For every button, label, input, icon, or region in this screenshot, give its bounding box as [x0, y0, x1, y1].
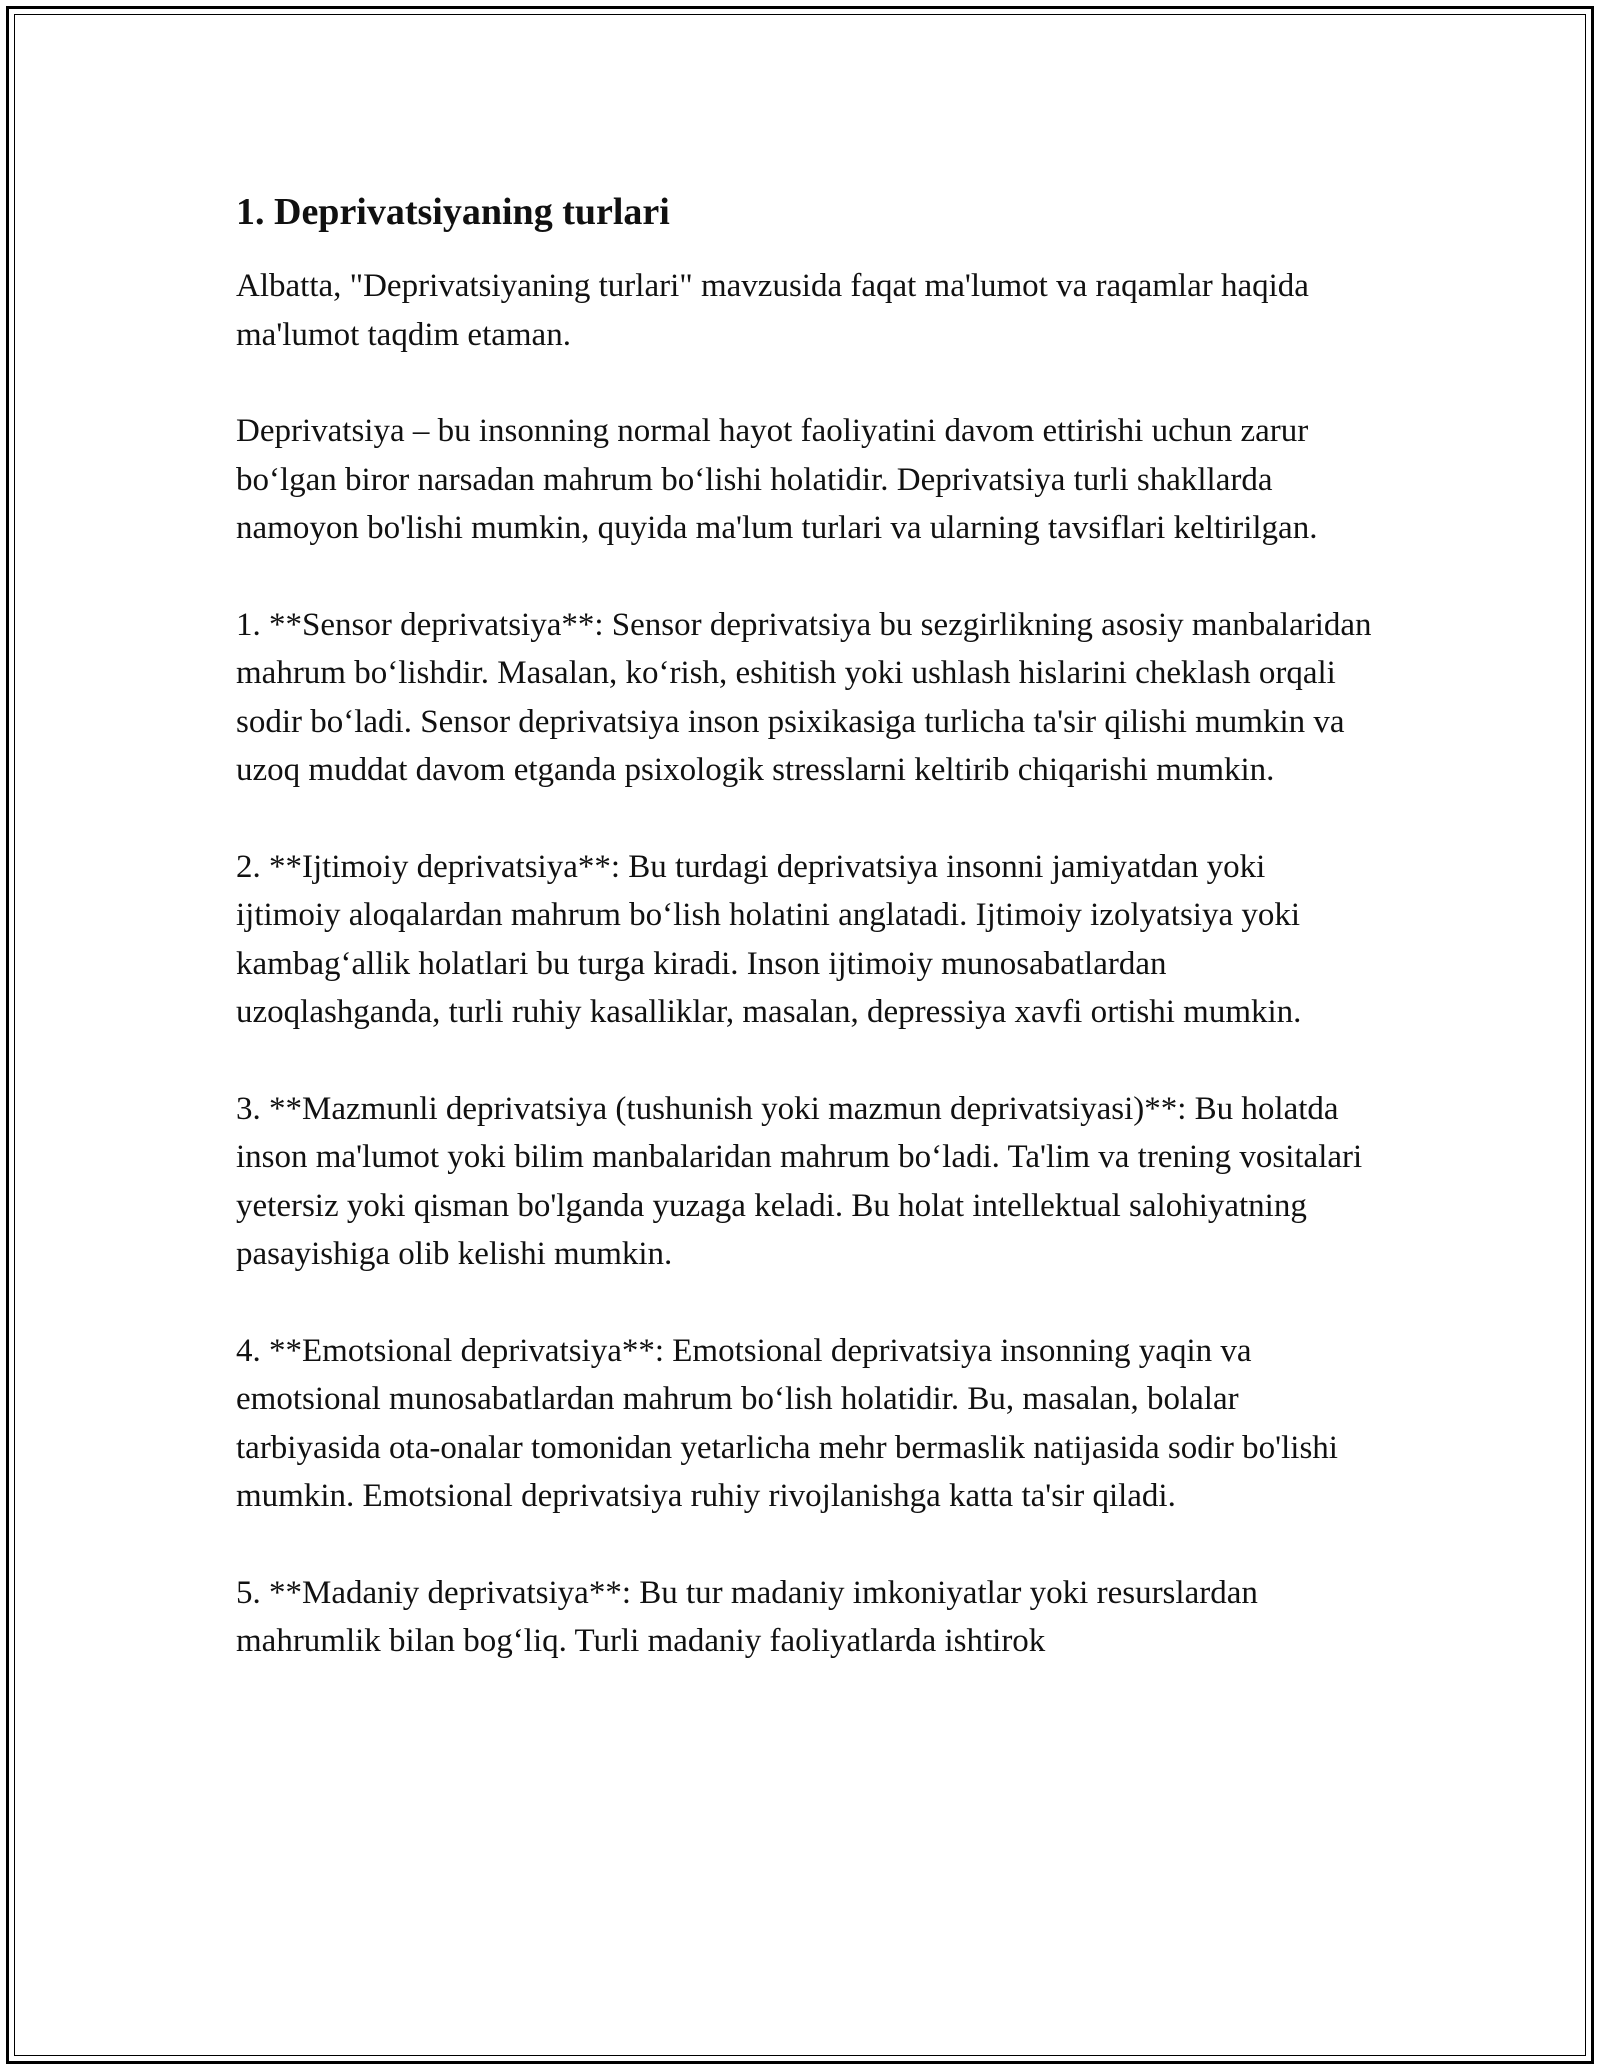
document-title: 1. Deprivatsiyaning turlari — [236, 191, 670, 233]
paragraph-emotional: 4. **Emotsional deprivatsiya**: Emotsional deprivatsiya insonning yaqin va emotsional munosabatlardan mahrum bo‘lish holatidir. Bu, masalan, bolalar tarbiyasida ota-onalar tomonidan yetarlicha mehr bermaslik natijasida sodir bo'lishi mumkin. Emotsional deprivatsiya ruhiy rivojlanishga katta ta'sir qiladi. — [236, 1332, 1338, 1514]
paragraph-social: 2. **Ijtimoiy deprivatsiya**: Bu turdagi deprivatsiya insonni jamiyatdan yoki ijtimoiy aloqalardan mahrum bo‘lish holatini anglatadi. Ijtimoiy izolyatsiya yoki kambag‘allik holatlari bu turga kiradi. Inson ijtimoiy munosabatlardan uzoqlashganda, turli ruhiy kasalliklar, masalan, depressiya xavfi ortishi mumkin. — [236, 848, 1302, 1030]
paragraph-intro: Albatta, "Deprivatsiyaning turlari" mavzusida faqat ma'lumot va raqamlar haqida ma'lumot taqdim etaman. — [236, 268, 1309, 353]
paragraph-cultural: 5. **Madaniy deprivatsiya**: Bu tur madaniy imkoniyatlar yoki resurslardan mahrumlik bilan bog‘liq. Turli madaniy faoliyatlarda ishtirok — [236, 1574, 1258, 1659]
paragraph-sensor: 1. **Sensor deprivatsiya**: Sensor deprivatsiya bu sezgirlikning asosiy manbalaridan mahrum bo‘lishdir. Masalan, ko‘rish, eshitish yoki ushlash hislarini cheklash orqali sodir bo‘ladi. Sensor deprivatsiya inson psixikasiga turlicha ta'sir qilishi mumkin va uzoq muddat davom etganda psixologik stresslarni keltirib chiqarishi mumkin. — [236, 606, 1372, 788]
paragraph-definition: Deprivatsiya – bu insonning normal hayot faoliyatini davom ettirishi uchun zarur bo‘lgan biror narsadan mahrum bo‘lishi holatidir. Deprivatsiya turli shakllarda namoyon bo'lishi mumkin, quyida ma'lum turlari va ularning tavsiflari keltirilgan. — [236, 413, 1318, 546]
paragraph-meaning: 3. **Mazmunli deprivatsiya (tushunish yoki mazmun deprivatsiyasi)**: Bu holatda inson ma'lumot yoki bilim manbalaridan mahrum bo‘ladi. Ta'lim va trening vositalari yetersiz yoki qisman bo'lganda yuzaga keladi. Bu holat intellektual salohiyatning pasayishiga olib kelishi mumkin. — [236, 1090, 1363, 1272]
document-body — [236, 188, 1376, 1714]
